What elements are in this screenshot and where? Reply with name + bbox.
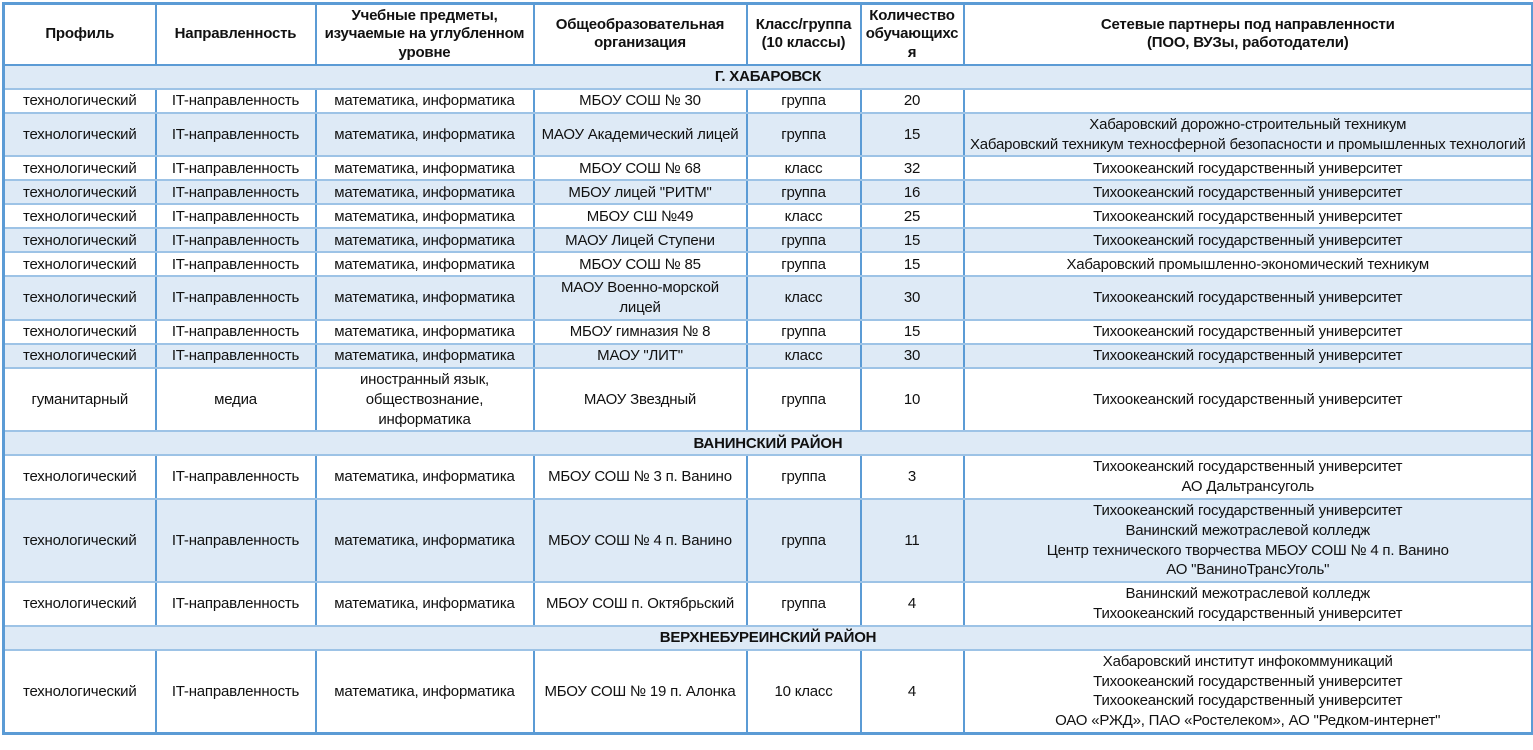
header-label: Сетевые партнеры под направленности xyxy=(1100,16,1395,34)
cell-direction: IT-направленность xyxy=(156,650,316,734)
header-label: обучающихся xyxy=(865,25,959,61)
cell-subjects: математика, информатика xyxy=(316,276,534,320)
table-row xyxy=(4,156,1533,180)
header-row xyxy=(4,4,1533,65)
header-cell-direction xyxy=(156,4,316,65)
cell-subjects: математика, информатика xyxy=(316,228,534,252)
partner-line: Тихоокеанский государственный университет xyxy=(1093,159,1403,177)
cell-organization: МАОУ Лицей Ступени xyxy=(534,228,747,252)
cell-class-group: группа xyxy=(747,252,861,276)
table-row xyxy=(4,228,1533,252)
cell-direction: IT-направленность xyxy=(156,228,316,252)
header-cell-partners xyxy=(964,4,1533,65)
cell-organization: МАОУ Звездный xyxy=(534,368,747,431)
cell-subjects: математика, информатика xyxy=(316,113,534,157)
cell-organization: МБОУ лицей "РИТМ" xyxy=(534,180,747,204)
cell-direction: IT-направленность xyxy=(156,582,316,626)
cell-partners xyxy=(964,276,1533,320)
table-row xyxy=(4,89,1533,113)
cell-subjects: иностранный язык, обществознание, информатика xyxy=(316,368,534,431)
cell-direction: медиа xyxy=(156,368,316,431)
cell-profile: технологический xyxy=(4,582,156,626)
header-label: Количество xyxy=(869,7,955,24)
cell-subjects: математика, информатика xyxy=(316,582,534,626)
header-label: Профиль xyxy=(45,25,115,43)
cell-profile: технологический xyxy=(4,320,156,344)
cell-organization: МБОУ СОШ п. Октябрьский xyxy=(534,582,747,626)
cell-direction: IT-направленность xyxy=(156,113,316,157)
cell-partners xyxy=(964,113,1533,157)
cell-subjects: математика, информатика xyxy=(316,499,534,582)
partner-line: Тихоокеанский государственный университет xyxy=(1093,672,1403,690)
cell-direction: IT-направленность xyxy=(156,204,316,228)
header-label: (ПОО, ВУЗы, работодатели) xyxy=(1146,34,1349,52)
cell-subjects: математика, информатика xyxy=(316,204,534,228)
cell-direction: IT-направленность xyxy=(156,455,316,499)
cell-partners xyxy=(964,252,1533,276)
cell-direction: IT-направленность xyxy=(156,344,316,368)
cell-partners xyxy=(964,156,1533,180)
partner-line: АО "ВаниноТрансУголь" xyxy=(1166,561,1330,579)
cell-students: 32 xyxy=(861,156,964,180)
table-row xyxy=(4,180,1533,204)
cell-students: 11 xyxy=(861,499,964,582)
cell-students: 4 xyxy=(861,650,964,734)
table-row xyxy=(4,650,1533,734)
cell-class-group: группа xyxy=(747,582,861,626)
partner-line: Ванинский межотраслевой колледж xyxy=(1125,585,1370,603)
partner-line: ОАО «РЖД», ПАО «Ростелеком», АО "Редком-интернет" xyxy=(1055,712,1441,730)
cell-profile: технологический xyxy=(4,180,156,204)
cell-subjects: математика, информатика xyxy=(316,156,534,180)
cell-profile: технологический xyxy=(4,344,156,368)
cell-direction: IT-направленность xyxy=(156,180,316,204)
section-row xyxy=(4,65,1533,89)
header-label: Направленность xyxy=(174,25,297,43)
section-title: ВАНИНСКИЙ РАЙОН xyxy=(4,431,1533,455)
cell-direction: IT-направленность xyxy=(156,89,316,113)
header-label: уровне xyxy=(398,43,451,61)
cell-class-group: группа xyxy=(747,113,861,157)
partner-line: Тихоокеанский государственный университет xyxy=(1093,183,1403,201)
cell-profile: технологический xyxy=(4,276,156,320)
cell-partners xyxy=(964,180,1533,204)
cell-subjects: математика, информатика xyxy=(316,180,534,204)
cell-students: 10 xyxy=(861,368,964,431)
cell-partners xyxy=(964,499,1533,582)
cell-class-group: группа xyxy=(747,228,861,252)
cell-class-group: группа xyxy=(747,455,861,499)
partner-line: Центр технического творчества МБОУ СОШ № 4 п. Ванино xyxy=(1046,541,1449,559)
cell-organization: МБОУ СОШ № 19 п. Алонка xyxy=(534,650,747,734)
cell-profile: технологический xyxy=(4,204,156,228)
cell-organization: МАОУ "ЛИТ" xyxy=(534,344,747,368)
cell-profile: технологический xyxy=(4,455,156,499)
partner-line: Тихоокеанский государственный университет xyxy=(1093,207,1403,225)
cell-direction: IT-направленность xyxy=(156,156,316,180)
cell-profile: технологический xyxy=(4,252,156,276)
partner-line: Тихоокеанский государственный университет xyxy=(1093,390,1403,408)
header-label: организация xyxy=(594,34,686,52)
cell-partners xyxy=(964,455,1533,499)
partner-line: Тихоокеанский государственный университет xyxy=(1093,323,1403,341)
partner-line: Хабаровский техникум техносферной безопасности и промышленных технологий xyxy=(969,135,1526,153)
header-label: Учебные предметы, xyxy=(351,7,498,24)
cell-subjects: математика, информатика xyxy=(316,344,534,368)
cell-profile: технологический xyxy=(4,499,156,582)
header-label: Общеобразовательная xyxy=(555,16,725,34)
cell-students: 30 xyxy=(861,344,964,368)
cell-profile: технологический xyxy=(4,89,156,113)
partner-line: Тихоокеанский государственный университет xyxy=(1093,231,1403,249)
cell-class-group: класс xyxy=(747,156,861,180)
header-cell-class-group xyxy=(747,4,861,65)
cell-students: 30 xyxy=(861,276,964,320)
cell-partners xyxy=(964,89,1533,113)
header-label: Класс/группа xyxy=(755,16,852,34)
cell-direction: IT-направленность xyxy=(156,276,316,320)
header-cell-subjects xyxy=(316,4,534,65)
cell-students: 25 xyxy=(861,204,964,228)
section-title: ВЕРХНЕБУРЕИНСКИЙ РАЙОН xyxy=(4,626,1533,650)
cell-organization: МАОУ Академический лицей xyxy=(534,113,747,157)
partner-line: Тихоокеанский государственный университет xyxy=(1093,605,1403,623)
table-row xyxy=(4,344,1533,368)
table-row xyxy=(4,252,1533,276)
cell-students: 15 xyxy=(861,113,964,157)
cell-students: 3 xyxy=(861,455,964,499)
partner-line: Тихоокеанский государственный университет xyxy=(1093,458,1403,476)
cell-class-group: группа xyxy=(747,89,861,113)
header-label: (10 классы) xyxy=(761,34,846,52)
cell-profile: технологический xyxy=(4,228,156,252)
header-cell-students xyxy=(861,4,964,65)
cell-subjects: математика, информатика xyxy=(316,252,534,276)
cell-class-group: класс xyxy=(747,344,861,368)
cell-partners xyxy=(964,320,1533,344)
partner-line: Хабаровский дорожно-строительный техникум xyxy=(1089,115,1407,133)
cell-organization: МБОУ СОШ № 68 xyxy=(534,156,747,180)
cell-partners xyxy=(964,650,1533,734)
cell-class-group: группа xyxy=(747,499,861,582)
header-cell-organization xyxy=(534,4,747,65)
cell-students: 15 xyxy=(861,320,964,344)
cell-organization: МБОУ СОШ № 3 п. Ванино xyxy=(534,455,747,499)
cell-profile: технологический xyxy=(4,113,156,157)
table-row xyxy=(4,204,1533,228)
cell-class-group: группа xyxy=(747,368,861,431)
cell-profile: гуманитарный xyxy=(4,368,156,431)
cell-organization: МБОУ СОШ № 85 xyxy=(534,252,747,276)
partner-line: Ванинский межотраслевой колледж xyxy=(1125,521,1370,539)
cell-organization: МБОУ СШ №49 xyxy=(534,204,747,228)
cell-students: 15 xyxy=(861,228,964,252)
table-row xyxy=(4,276,1533,320)
profile-table xyxy=(2,2,1533,735)
cell-students: 16 xyxy=(861,180,964,204)
cell-subjects: математика, информатика xyxy=(316,89,534,113)
cell-subjects: математика, информатика xyxy=(316,320,534,344)
cell-class-group: класс xyxy=(747,204,861,228)
cell-profile: технологический xyxy=(4,650,156,734)
partner-line: АО Дальтрансуголь xyxy=(1181,478,1315,496)
cell-organization: МАОУ Военно-морской лицей xyxy=(534,276,747,320)
cell-class-group: класс xyxy=(747,276,861,320)
cell-students: 15 xyxy=(861,252,964,276)
cell-partners xyxy=(964,368,1533,431)
table-row xyxy=(4,368,1533,431)
partner-line: Тихоокеанский государственный университет xyxy=(1093,347,1403,365)
table-row xyxy=(4,499,1533,582)
partner-line: Хабаровский институт инфокоммуникаций xyxy=(1102,652,1393,670)
cell-profile: технологический xyxy=(4,156,156,180)
cell-subjects: математика, информатика xyxy=(316,650,534,734)
cell-organization: МБОУ СОШ № 4 п. Ванино xyxy=(534,499,747,582)
table-row xyxy=(4,582,1533,626)
cell-students: 4 xyxy=(861,582,964,626)
table-row xyxy=(4,320,1533,344)
partner-line: Тихоокеанский государственный университет xyxy=(1093,502,1403,520)
partner-line: Тихоокеанский государственный университет xyxy=(1093,289,1403,307)
cell-organization: МБОУ гимназия № 8 xyxy=(534,320,747,344)
cell-class-group: группа xyxy=(747,180,861,204)
section-row xyxy=(4,626,1533,650)
section-row xyxy=(4,431,1533,455)
table-row xyxy=(4,455,1533,499)
cell-direction: IT-направленность xyxy=(156,320,316,344)
cell-class-group: группа xyxy=(747,320,861,344)
cell-partners xyxy=(964,204,1533,228)
partner-line: Тихоокеанский государственный университет xyxy=(1093,692,1403,710)
cell-direction: IT-направленность xyxy=(156,252,316,276)
cell-students: 20 xyxy=(861,89,964,113)
partner-line: Хабаровский промышленно-экономический техникум xyxy=(1066,255,1430,273)
cell-partners xyxy=(964,344,1533,368)
header-cell-profile xyxy=(4,4,156,65)
header-label: изучаемые на углубленном xyxy=(324,25,525,43)
cell-partners xyxy=(964,228,1533,252)
cell-class-group: 10 класс xyxy=(747,650,861,734)
cell-partners xyxy=(964,582,1533,626)
section-title: Г. ХАБАРОВСК xyxy=(4,65,1533,89)
cell-direction: IT-направленность xyxy=(156,499,316,582)
cell-subjects: математика, информатика xyxy=(316,455,534,499)
table-row xyxy=(4,113,1533,157)
cell-organization: МБОУ СОШ № 30 xyxy=(534,89,747,113)
